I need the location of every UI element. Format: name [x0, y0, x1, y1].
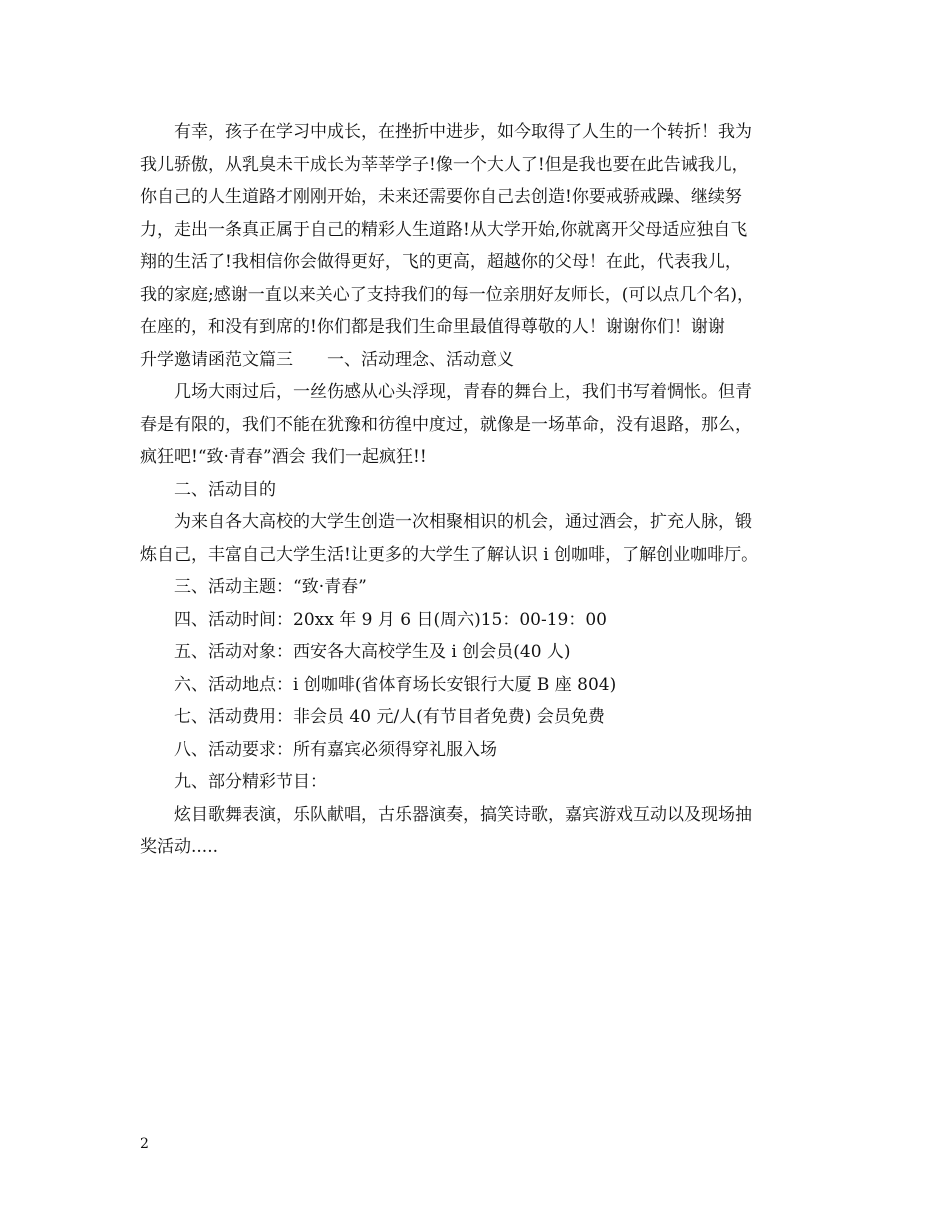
text-line: 你自己的人生道路才刚刚开始，未来还需要你自己去创造!你要戒骄戒躁、继续努	[140, 187, 742, 207]
text-line: 五、活动对象：西安各大高校学生及 i 创会员(40 人)	[174, 642, 571, 662]
document-body	[140, 116, 830, 864]
text-line: 春是有限的，我们不能在犹豫和彷徨中度过，就像是一场革命，没有退路，那么，	[140, 414, 752, 435]
page-number: 2	[140, 1136, 149, 1152]
text-line: 翔的生活了!我相信你会做得更好，飞的更高，超越你的父母！在此，代表我儿，	[140, 252, 742, 272]
text-line: 九、部分精彩节目：	[174, 772, 327, 792]
text-line: 奖活动.....	[140, 837, 219, 857]
text-line: 力，走出一条真正属于自己的精彩人生道路!从大学开始,你就离开父母适应独自飞	[140, 219, 748, 240]
text-line: 我儿骄傲，从乳臭未干成长为莘莘学子!像一个大人了!但是我也要在此告诫我儿，	[140, 154, 749, 175]
text-line: 疯狂吧!“致·青春”酒会 我们一起疯狂!!	[140, 447, 427, 467]
text-line: 炼自己，丰富自己大学生活!让更多的大学生了解认识 i 创咖啡，了解创业咖啡厅。	[140, 544, 759, 565]
text-line: 二、活动目的	[174, 479, 276, 500]
text-line: 几场大雨过后，一丝伤感从心头浮现，青春的舞台上，我们书写着惆怅。但青	[174, 382, 752, 402]
text-line: 在座的，和没有到席的!你们都是我们生命里最值得尊敬的人！谢谢你们！谢谢	[140, 317, 725, 337]
text-line: 四、活动时间：20xx 年 9 月 6 日(周六)15：00-19：00	[174, 609, 607, 630]
text-line: 有幸，孩子在学习中成长，在挫折中进步，如今取得了人生的一个转折！我为	[174, 122, 752, 142]
text-line: 我的家庭;感谢一直以来关心了支持我们的每一位亲朋好友师长，(可以点几个名)，	[140, 284, 754, 305]
text-line: 七、活动费用：非会员 40 元/人(有节目者免费) 会员免费	[174, 707, 605, 727]
text-line: 八、活动要求：所有嘉宾必须得穿礼服入场	[174, 739, 497, 760]
text-line: 三、活动主题：“致·青春”	[174, 577, 367, 597]
text-line: 炫目歌舞表演，乐队献唱，古乐器演奏，搞笑诗歌，嘉宾游戏互动以及现场抽	[174, 804, 752, 825]
text-line: 为来自各大高校的大学生创造一次相聚相识的机会，通过酒会，扩充人脉，锻	[174, 512, 752, 532]
text-line: 升学邀请函范文篇三 一、活动理念、活动意义	[140, 349, 514, 370]
text-line: 六、活动地点：i 创咖啡(省体育场长安银行大厦 B 座 804)	[174, 674, 617, 695]
